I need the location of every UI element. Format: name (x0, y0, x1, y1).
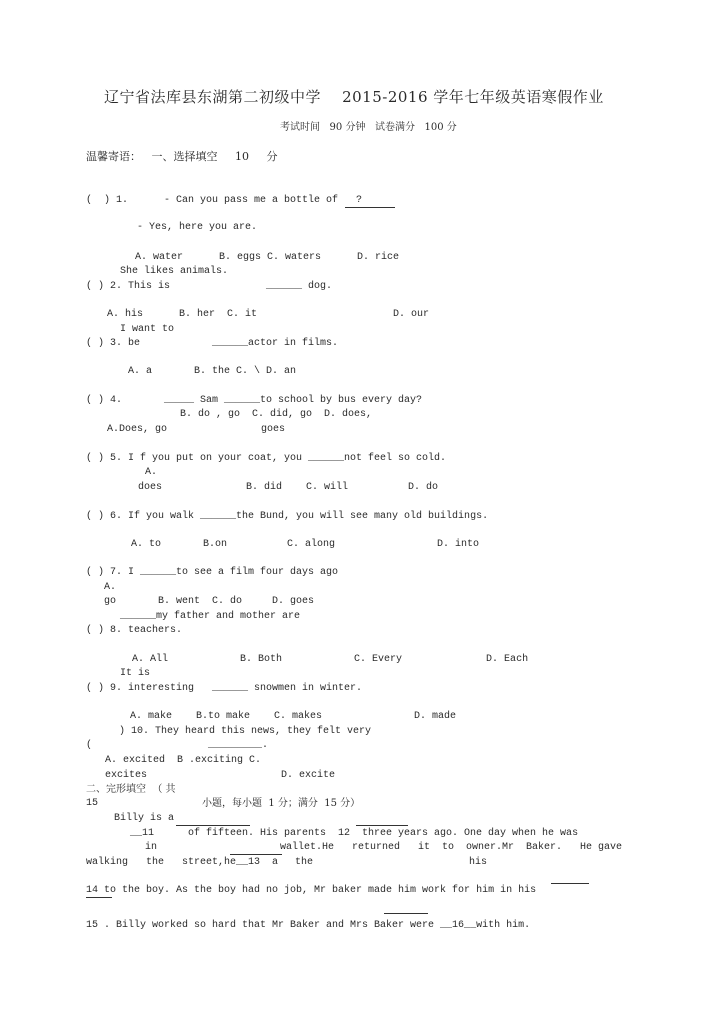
question-3-context: I want to (120, 324, 175, 335)
question-7-stem: ( ) 7. I ______to see a film four days ago (86, 567, 339, 578)
answer-blank (551, 883, 589, 884)
question-10-option-d: D. excite (281, 770, 336, 781)
cloze-line-6: 15 . Billy worked so hard that Mr Baker and Mrs Baker were __16__with him. (86, 920, 531, 931)
question-1-reply: - Yes, here you are. (137, 222, 258, 233)
question-2-context: She likes animals. (120, 266, 229, 277)
question-9-option-d: D. made (414, 711, 457, 722)
question-10-blank: _________. (208, 740, 269, 751)
question-1-options: A. water B. eggs C. waters D. rice (135, 252, 400, 263)
question-2-options: A. his B. her C. it (107, 309, 258, 320)
section-2-count: 15 (86, 798, 99, 809)
cloze-line-4-his: his (469, 857, 488, 868)
cloze-line-3: wallet.He returned it to owner.Mr Baker. He gave (280, 842, 623, 853)
section-2-detail: 小题，每小题 1 分；满分 15 分） (202, 798, 361, 809)
question-2-stem: ( ) 2. This is ______ dog. (86, 281, 333, 292)
question-8-options: A. All B. Both C. Every D. Each (132, 654, 529, 665)
question-2-option-d: D. our (393, 309, 430, 320)
section-1-heading: 温馨寄语： 一、选择填空 10 分 (86, 150, 278, 163)
answer-blank (176, 825, 250, 826)
question-4-option-d-cont: goes (261, 424, 286, 435)
cloze-line-2-num: __11 (130, 828, 155, 839)
question-4-stem: ( ) 4. _____ Sam ______to school by bus every day? (86, 395, 423, 406)
answer-blank (356, 825, 408, 826)
answer-blank (345, 207, 395, 208)
question-8-stem: ( ) 8. teachers. (86, 625, 183, 636)
question-5-option-a-letter: A. (145, 467, 158, 478)
question-8-context: ______my father and mother are (120, 611, 301, 622)
question-10-options: A. excited B .exciting C. (105, 755, 262, 766)
question-3-stem: ( ) 3. be ______actor in films. (86, 338, 339, 349)
question-9-context: It is (120, 668, 151, 679)
question-1-stem: ( ) 1. - Can you pass me a bottle of ? (86, 195, 369, 206)
cloze-line-1: Billy is a (114, 813, 175, 824)
cloze-line-4-the: the (295, 857, 314, 868)
answer-blank (86, 897, 112, 898)
cloze-line-5: 14 to the boy. As the boy had no job, Mr baker made him work for him in his (86, 885, 537, 896)
question-5-options: does B. did C. will D. do (138, 482, 439, 493)
question-10-paren: ( (86, 740, 93, 751)
question-3-options: A. a B. the C. \ D. an (128, 366, 297, 377)
question-10-stem: ) 10. They heard this news, they felt very (119, 726, 372, 737)
answer-blank (384, 913, 428, 914)
cloze-line-3-in: in (145, 842, 158, 853)
page-title: 辽宁省法库县东湖第二初级中学 2015-2016 学年七年级英语寒假作业 (104, 88, 604, 106)
section-2-heading: 二、完形填空 （ 共 (86, 784, 176, 795)
question-6-options: A. to B.on C. along D. into (131, 539, 480, 550)
question-9-options: A. make B.to make C. makes (130, 711, 323, 722)
cloze-line-4: walking the street,he__13 a (86, 857, 279, 868)
question-10-option-c: excites (105, 770, 148, 781)
question-9-stem: ( ) 9. interesting ______ snowmen in winter. (86, 683, 363, 694)
question-4-option-a: A.Does, go (107, 424, 168, 435)
answer-blank (230, 854, 282, 855)
exam-info: 考试时间 90 分钟 试卷满分 100 分 (280, 122, 457, 133)
question-6-stem: ( ) 6. If you walk ______the Bund, you will see many old buildings. (86, 511, 489, 522)
question-7-options: go B. went C. do D. goes (104, 596, 315, 607)
cloze-line-2: of fifteen. His parents 12 three years ago. One day when he was (188, 828, 579, 839)
question-7-option-a-letter: A. (104, 582, 117, 593)
question-5-stem: ( ) 5. I f you put on your coat, you ______not feel so cold. (86, 453, 447, 464)
question-4-options: B. do , go C. did, go D. does, (180, 409, 373, 420)
